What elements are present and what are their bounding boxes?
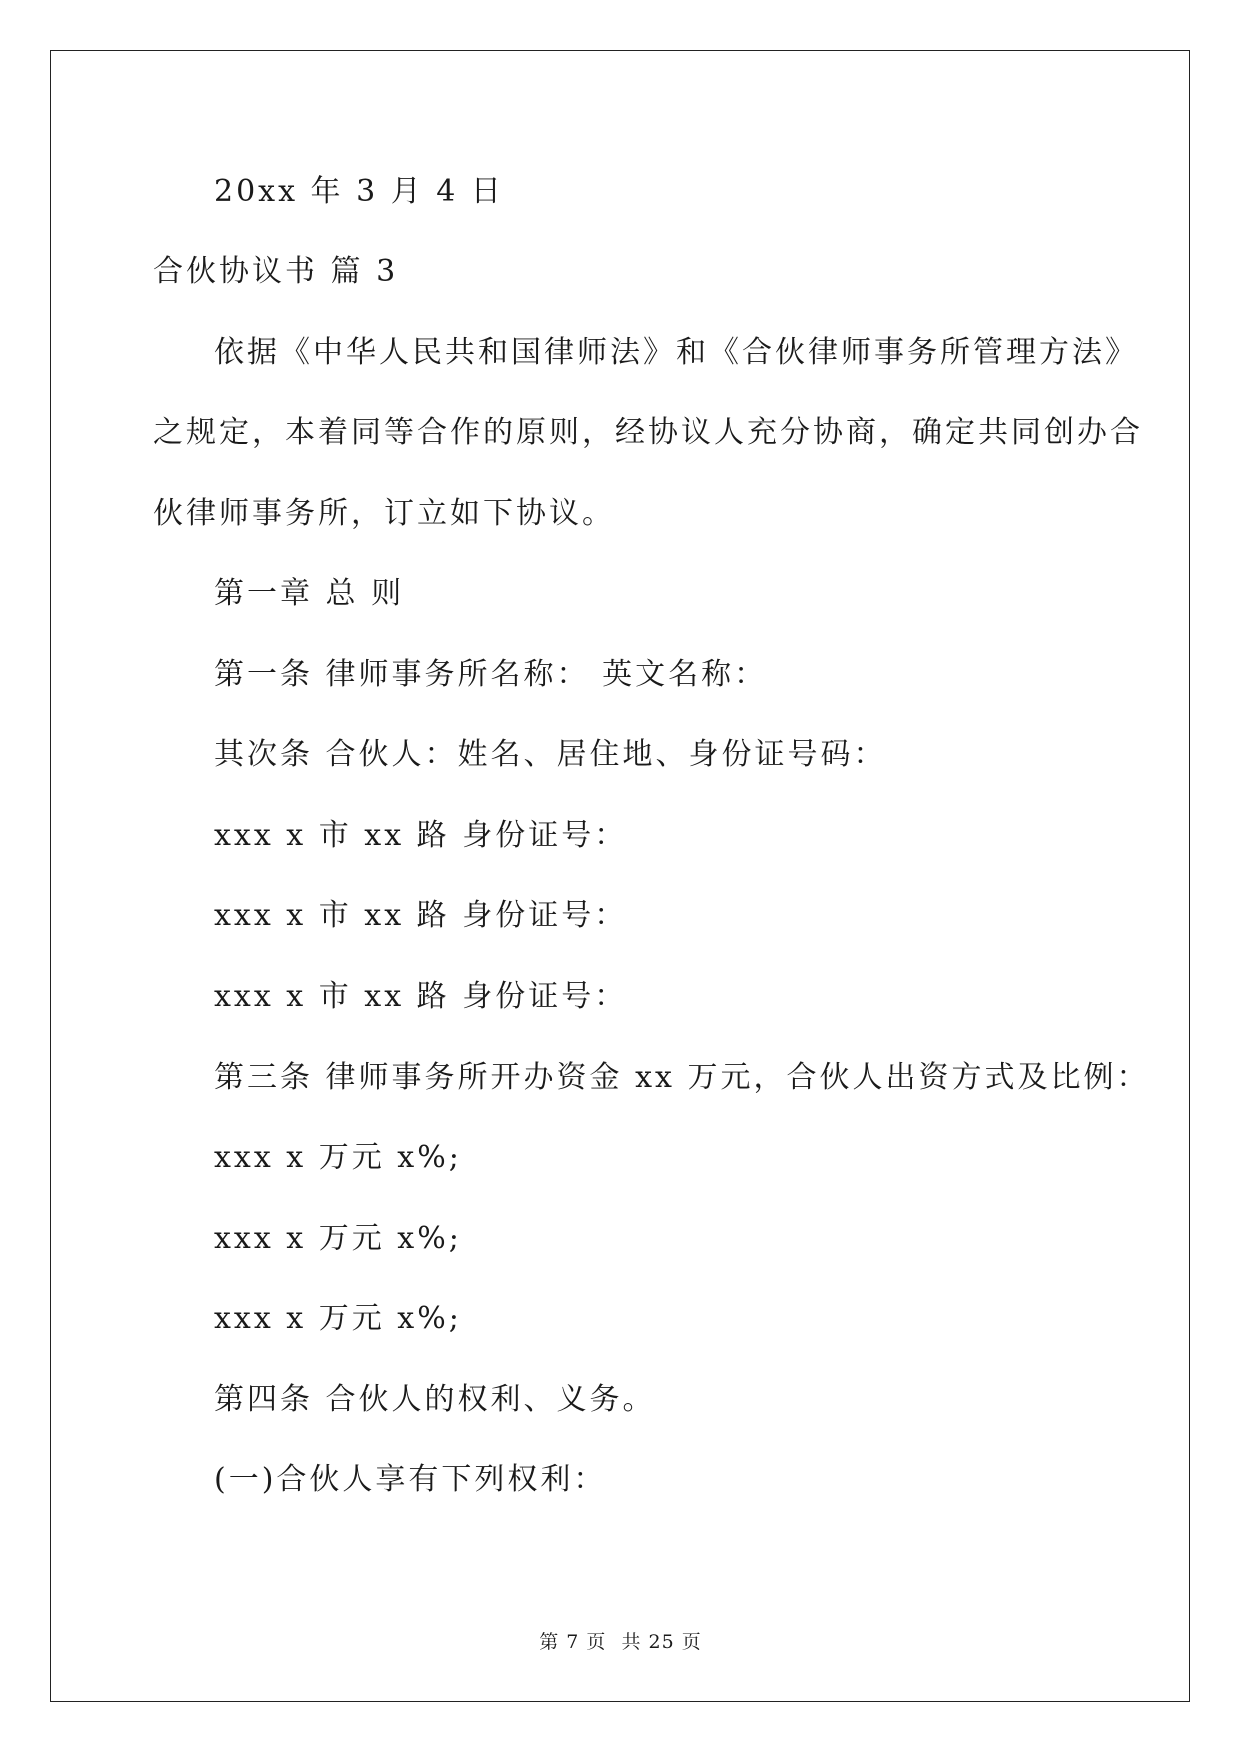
section-heading: 合伙协议书 篇 3 (153, 254, 399, 289)
page-number: 第 7 页 (539, 1631, 607, 1653)
partner-line: xxx x 市 xx 路 身份证号： (214, 818, 628, 853)
partner-line: xxx x 市 xx 路 身份证号： (214, 898, 628, 933)
clause-line: (一)合伙人享有下列权利： (214, 1462, 607, 1497)
paragraph-line: 伙律师事务所，订立如下协议。 (153, 496, 615, 531)
partner-line: xxx x 市 xx 路 身份证号： (214, 979, 628, 1014)
article-line: 第四条 合伙人的权利、义务。 (214, 1382, 656, 1417)
page-footer (0, 1630, 1241, 1654)
paragraph-line: 之规定，本着同等合作的原则，经协议人充分协商，确定共同创办合 (153, 415, 1143, 450)
page-total: 共 25 页 (621, 1631, 702, 1653)
date-line: 20xx 年 3 月 4 日 (214, 174, 504, 209)
article-line: 其次条 合伙人：姓名、居住地、身份证号码： (214, 737, 887, 772)
contribution-line: xxx x 万元 x%; (214, 1301, 462, 1336)
contribution-line: xxx x 万元 x%; (214, 1221, 462, 1256)
contribution-line: xxx x 万元 x%; (214, 1140, 462, 1175)
chapter-heading: 第一章 总 则 (214, 576, 405, 611)
page-border (50, 50, 1190, 1702)
paragraph-line: 依据《中华人民共和国律师法》和《合伙律师事务所管理方法》 (214, 335, 1138, 370)
article-line: 第一条 律师事务所名称： 英文名称： (214, 657, 768, 692)
article-line: 第三条 律师事务所开办资金 xx 万元，合伙人出资方式及比例： (214, 1060, 1150, 1095)
